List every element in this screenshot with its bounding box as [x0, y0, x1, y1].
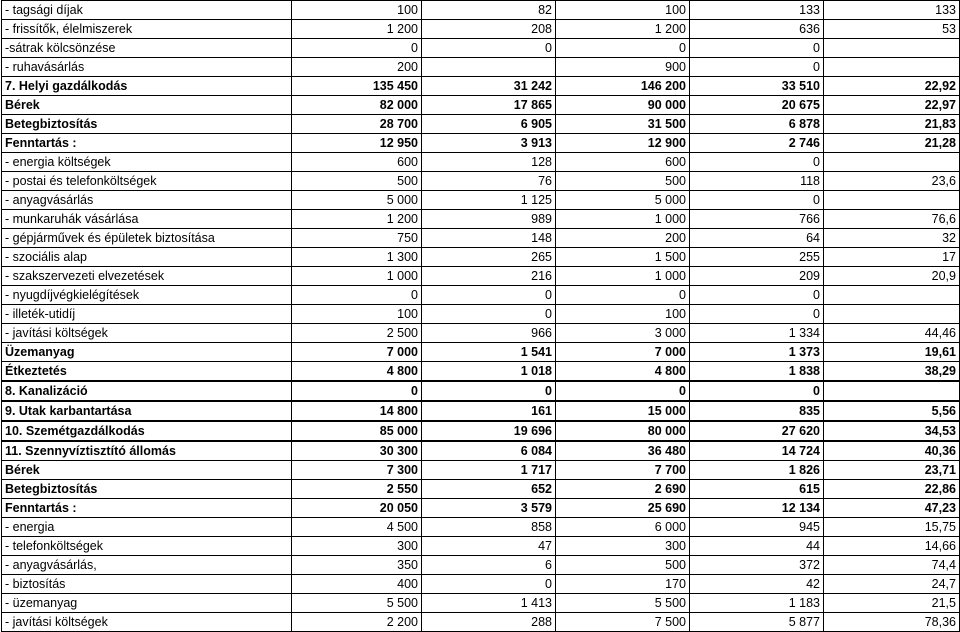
value-cell: 300: [292, 537, 422, 556]
value-cell: 208: [422, 20, 556, 39]
percent-cell: 47,23: [824, 499, 960, 518]
value-cell: 7 000: [292, 343, 422, 362]
value-cell: 4 800: [292, 362, 422, 382]
value-cell: 0: [690, 286, 824, 305]
percent-cell: 34,53: [824, 421, 960, 441]
row-label: - biztosítás: [2, 575, 292, 594]
value-cell: 14 724: [690, 441, 824, 461]
row-label: - szociális alap: [2, 248, 292, 267]
percent-cell: 19,61: [824, 343, 960, 362]
value-cell: 82: [422, 1, 556, 20]
row-label: Bérek: [2, 461, 292, 480]
row-label: - postai és telefonköltségek: [2, 172, 292, 191]
budget-table-body: [2, 1, 960, 632]
percent-cell: 21,28: [824, 134, 960, 153]
value-cell: 200: [556, 229, 690, 248]
row-label: - anyagvásárlás: [2, 191, 292, 210]
value-cell: 858: [422, 518, 556, 537]
value-cell: 90 000: [556, 96, 690, 115]
value-cell: 19 696: [422, 421, 556, 441]
value-cell: 636: [690, 20, 824, 39]
percent-cell: [824, 58, 960, 77]
table-row: [2, 305, 960, 324]
table-row: [2, 461, 960, 480]
table-row: [2, 267, 960, 286]
row-label: Fenntartás :: [2, 134, 292, 153]
percent-cell: 21,5: [824, 594, 960, 613]
percent-cell: 20,9: [824, 267, 960, 286]
value-cell: 255: [690, 248, 824, 267]
value-cell: 1 183: [690, 594, 824, 613]
value-cell: 1 413: [422, 594, 556, 613]
table-row: [2, 324, 960, 343]
value-cell: 2 200: [292, 613, 422, 632]
value-cell: 216: [422, 267, 556, 286]
value-cell: 76: [422, 172, 556, 191]
value-cell: 1 838: [690, 362, 824, 382]
table-row: [2, 153, 960, 172]
percent-cell: 44,46: [824, 324, 960, 343]
table-row: [2, 594, 960, 613]
value-cell: 1 334: [690, 324, 824, 343]
table-row: [2, 441, 960, 461]
value-cell: 100: [292, 1, 422, 20]
percent-cell: 22,97: [824, 96, 960, 115]
value-cell: 85 000: [292, 421, 422, 441]
row-label: - illeték-utidíj: [2, 305, 292, 324]
percent-cell: 38,29: [824, 362, 960, 382]
table-row: [2, 362, 960, 382]
value-cell: 4 500: [292, 518, 422, 537]
value-cell: 7 000: [556, 343, 690, 362]
row-label: Étkeztetés: [2, 362, 292, 382]
value-cell: 31 500: [556, 115, 690, 134]
value-cell: [422, 58, 556, 77]
percent-cell: 5,56: [824, 401, 960, 421]
row-label: -sátrak kölcsönzése: [2, 39, 292, 58]
value-cell: 6 000: [556, 518, 690, 537]
value-cell: 400: [292, 575, 422, 594]
table-row: [2, 575, 960, 594]
value-cell: 161: [422, 401, 556, 421]
value-cell: 12 134: [690, 499, 824, 518]
value-cell: 750: [292, 229, 422, 248]
table-row: [2, 1, 960, 20]
percent-cell: 74,4: [824, 556, 960, 575]
row-label: 9. Utak karbantartása: [2, 401, 292, 421]
value-cell: 28 700: [292, 115, 422, 134]
table-row: [2, 556, 960, 575]
row-label: - telefonköltségek: [2, 537, 292, 556]
value-cell: 6 084: [422, 441, 556, 461]
value-cell: 0: [690, 381, 824, 401]
value-cell: 25 690: [556, 499, 690, 518]
value-cell: 1 373: [690, 343, 824, 362]
value-cell: 17 865: [422, 96, 556, 115]
value-cell: 2 746: [690, 134, 824, 153]
row-label: - energia költségek: [2, 153, 292, 172]
percent-cell: 15,75: [824, 518, 960, 537]
table-row: [2, 286, 960, 305]
percent-cell: 14,66: [824, 537, 960, 556]
value-cell: 20 050: [292, 499, 422, 518]
row-label: - javítási költségek: [2, 324, 292, 343]
value-cell: 133: [690, 1, 824, 20]
percent-cell: 22,86: [824, 480, 960, 499]
row-label: 10. Szemétgazdálkodás: [2, 421, 292, 441]
value-cell: 47: [422, 537, 556, 556]
table-row: [2, 229, 960, 248]
value-cell: 0: [690, 191, 824, 210]
percent-cell: [824, 39, 960, 58]
value-cell: 6 878: [690, 115, 824, 134]
value-cell: 3 913: [422, 134, 556, 153]
value-cell: 0: [422, 39, 556, 58]
value-cell: 0: [292, 39, 422, 58]
value-cell: 36 480: [556, 441, 690, 461]
row-label: - szakszervezeti elvezetések: [2, 267, 292, 286]
row-label: 8. Kanalizáció: [2, 381, 292, 401]
table-row: [2, 115, 960, 134]
value-cell: 1 826: [690, 461, 824, 480]
row-label: - ruhavásárlás: [2, 58, 292, 77]
value-cell: 600: [556, 153, 690, 172]
value-cell: 989: [422, 210, 556, 229]
value-cell: 118: [690, 172, 824, 191]
value-cell: 2 550: [292, 480, 422, 499]
value-cell: 0: [422, 381, 556, 401]
value-cell: 265: [422, 248, 556, 267]
table-row: [2, 343, 960, 362]
value-cell: 5 000: [292, 191, 422, 210]
row-label: 11. Szennyvíztisztító állomás: [2, 441, 292, 461]
value-cell: 0: [422, 286, 556, 305]
percent-cell: 32: [824, 229, 960, 248]
value-cell: 12 950: [292, 134, 422, 153]
value-cell: 3 579: [422, 499, 556, 518]
row-label: - frissítők, élelmiszerek: [2, 20, 292, 39]
value-cell: 0: [690, 153, 824, 172]
value-cell: 0: [556, 39, 690, 58]
value-cell: 2 500: [292, 324, 422, 343]
table-row: [2, 172, 960, 191]
value-cell: 3 000: [556, 324, 690, 343]
row-label: Fenntartás :: [2, 499, 292, 518]
value-cell: 209: [690, 267, 824, 286]
value-cell: 766: [690, 210, 824, 229]
percent-cell: 23,6: [824, 172, 960, 191]
table-row: [2, 210, 960, 229]
percent-cell: [824, 153, 960, 172]
value-cell: 7 700: [556, 461, 690, 480]
percent-cell: 40,36: [824, 441, 960, 461]
value-cell: 135 450: [292, 77, 422, 96]
value-cell: 5 500: [556, 594, 690, 613]
value-cell: 1 717: [422, 461, 556, 480]
row-label: Betegbiztosítás: [2, 480, 292, 499]
table-row: [2, 499, 960, 518]
percent-cell: 21,83: [824, 115, 960, 134]
row-label: - energia: [2, 518, 292, 537]
value-cell: 0: [690, 305, 824, 324]
percent-cell: 76,6: [824, 210, 960, 229]
value-cell: 1 125: [422, 191, 556, 210]
value-cell: 1 200: [556, 20, 690, 39]
value-cell: 1 200: [292, 210, 422, 229]
row-label: Bérek: [2, 96, 292, 115]
value-cell: 27 620: [690, 421, 824, 441]
table-row: [2, 191, 960, 210]
table-row: [2, 613, 960, 632]
value-cell: 100: [556, 305, 690, 324]
percent-cell: 23,71: [824, 461, 960, 480]
percent-cell: [824, 191, 960, 210]
value-cell: 80 000: [556, 421, 690, 441]
value-cell: 0: [422, 305, 556, 324]
table-row: [2, 77, 960, 96]
value-cell: 900: [556, 58, 690, 77]
value-cell: 1 200: [292, 20, 422, 39]
row-label: - javítási költségek: [2, 613, 292, 632]
value-cell: 0: [690, 58, 824, 77]
value-cell: 200: [292, 58, 422, 77]
budget-table: [1, 0, 960, 632]
row-label: - munkaruhák vásárlása: [2, 210, 292, 229]
value-cell: 1 541: [422, 343, 556, 362]
table-row: [2, 134, 960, 153]
value-cell: 5 877: [690, 613, 824, 632]
percent-cell: 24,7: [824, 575, 960, 594]
table-row: [2, 39, 960, 58]
value-cell: 0: [292, 286, 422, 305]
value-cell: 600: [292, 153, 422, 172]
row-label: - üzemanyag: [2, 594, 292, 613]
percent-cell: [824, 305, 960, 324]
value-cell: 0: [422, 575, 556, 594]
row-label: Betegbiztosítás: [2, 115, 292, 134]
value-cell: 42: [690, 575, 824, 594]
percent-cell: 78,36: [824, 613, 960, 632]
value-cell: 0: [690, 39, 824, 58]
value-cell: 7 500: [556, 613, 690, 632]
value-cell: 2 690: [556, 480, 690, 499]
value-cell: 1 000: [556, 267, 690, 286]
percent-cell: 133: [824, 1, 960, 20]
table-row: [2, 518, 960, 537]
table-row: [2, 20, 960, 39]
value-cell: 128: [422, 153, 556, 172]
row-label: - gépjárművek és épületek biztosítása: [2, 229, 292, 248]
value-cell: 33 510: [690, 77, 824, 96]
value-cell: 615: [690, 480, 824, 499]
row-label: - anyagvásárlás,: [2, 556, 292, 575]
table-row: [2, 537, 960, 556]
value-cell: 5 000: [556, 191, 690, 210]
value-cell: 146 200: [556, 77, 690, 96]
table-row: [2, 96, 960, 115]
value-cell: 100: [556, 1, 690, 20]
value-cell: 20 675: [690, 96, 824, 115]
value-cell: 12 900: [556, 134, 690, 153]
value-cell: 500: [292, 172, 422, 191]
value-cell: 300: [556, 537, 690, 556]
percent-cell: 22,92: [824, 77, 960, 96]
value-cell: 4 800: [556, 362, 690, 382]
value-cell: 44: [690, 537, 824, 556]
value-cell: 835: [690, 401, 824, 421]
value-cell: 1 000: [556, 210, 690, 229]
table-row: [2, 480, 960, 499]
row-label: - nyugdíjvégkielégítések: [2, 286, 292, 305]
value-cell: 5 500: [292, 594, 422, 613]
value-cell: 0: [556, 381, 690, 401]
value-cell: 1 000: [292, 267, 422, 286]
value-cell: 288: [422, 613, 556, 632]
value-cell: 652: [422, 480, 556, 499]
value-cell: 945: [690, 518, 824, 537]
row-label: - tagsági díjak: [2, 1, 292, 20]
percent-cell: [824, 381, 960, 401]
value-cell: 170: [556, 575, 690, 594]
value-cell: 0: [556, 286, 690, 305]
row-label: Üzemanyag: [2, 343, 292, 362]
value-cell: 1 500: [556, 248, 690, 267]
value-cell: 1 018: [422, 362, 556, 382]
value-cell: 500: [556, 172, 690, 191]
value-cell: 15 000: [556, 401, 690, 421]
table-row: [2, 58, 960, 77]
value-cell: 350: [292, 556, 422, 575]
value-cell: 966: [422, 324, 556, 343]
table-row: [2, 401, 960, 421]
percent-cell: 53: [824, 20, 960, 39]
value-cell: 31 242: [422, 77, 556, 96]
table-row: [2, 381, 960, 401]
value-cell: 7 300: [292, 461, 422, 480]
value-cell: 6 905: [422, 115, 556, 134]
table-row: [2, 248, 960, 267]
percent-cell: [824, 286, 960, 305]
value-cell: 6: [422, 556, 556, 575]
table-row: [2, 421, 960, 441]
row-label: 7. Helyi gazdálkodás: [2, 77, 292, 96]
value-cell: 500: [556, 556, 690, 575]
value-cell: 100: [292, 305, 422, 324]
value-cell: 148: [422, 229, 556, 248]
percent-cell: 17: [824, 248, 960, 267]
value-cell: 0: [292, 381, 422, 401]
value-cell: 1 300: [292, 248, 422, 267]
value-cell: 64: [690, 229, 824, 248]
value-cell: 30 300: [292, 441, 422, 461]
value-cell: 82 000: [292, 96, 422, 115]
value-cell: 14 800: [292, 401, 422, 421]
value-cell: 372: [690, 556, 824, 575]
